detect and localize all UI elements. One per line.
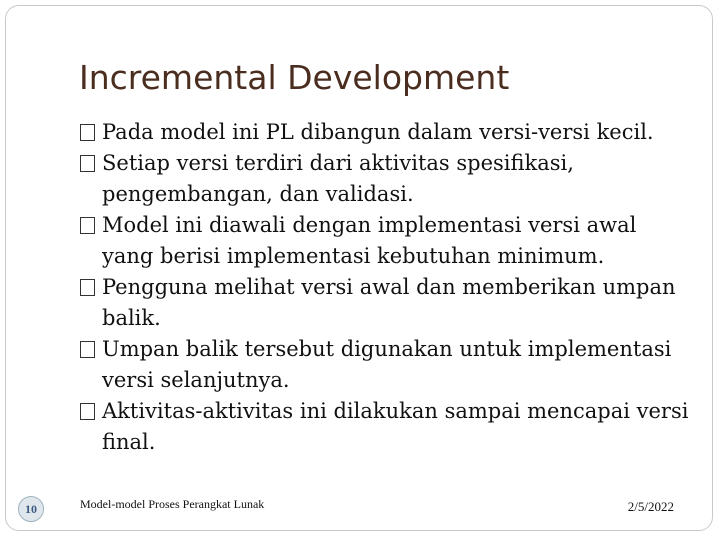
bullet-text: Setiap versi terdiri dari aktivitas spesifikasi, pengembangan, dan validasi. [102, 151, 574, 206]
empty-box-icon [80, 217, 95, 234]
bullet-item [80, 117, 690, 148]
page-number-badge [18, 496, 44, 522]
bullet-item [80, 396, 690, 458]
bullet-item [80, 272, 690, 334]
empty-box-icon [80, 403, 95, 420]
bullet-text: Aktivitas-aktivitas ini dilakukan sampai mencapai versi final. [102, 399, 689, 454]
bullet-list [80, 117, 690, 458]
empty-box-icon [80, 124, 95, 141]
bullet-item [80, 334, 690, 396]
footer-text: Model-model Proses Perangkat Lunak [80, 497, 265, 511]
page-number: 10 [25, 501, 37, 516]
bullet-item [80, 210, 690, 272]
empty-box-icon [80, 155, 95, 172]
empty-box-icon [80, 341, 95, 358]
empty-box-icon [80, 279, 95, 296]
bullet-text: Pada model ini PL dibangun dalam versi-versi kecil. [102, 120, 654, 144]
footer-date: 2/5/2022 [627, 499, 674, 514]
bullet-text: Umpan balik tersebut digunakan untuk implementasi versi selanjutnya. [102, 337, 672, 392]
slide-title: Incremental Development [79, 58, 510, 97]
bullet-text: Model ini diawali dengan implementasi versi awal yang berisi implementasi kebutuhan minimum. [102, 213, 637, 268]
bullet-text: Pengguna melihat versi awal dan memberikan umpan balik. [102, 275, 676, 330]
bullet-item [80, 148, 690, 210]
